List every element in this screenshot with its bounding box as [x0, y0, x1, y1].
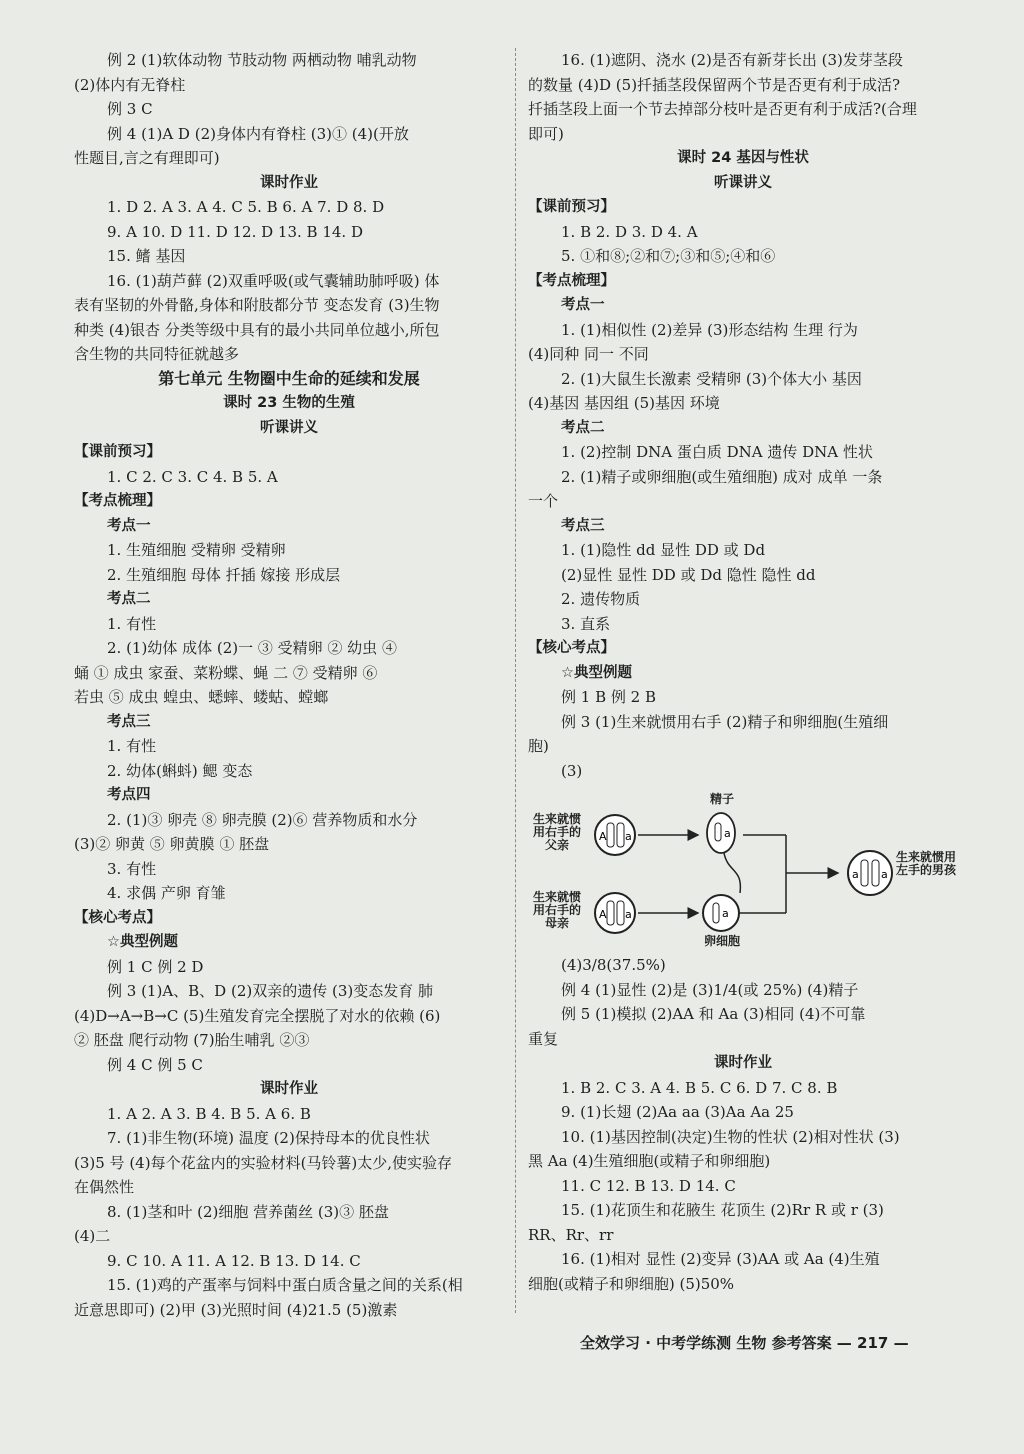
answer-line: 15. (1)鸡的产蛋率与饲料中蛋白质含量之间的关系(相: [107, 1276, 463, 1294]
answer-line: 例 5 (1)模拟 (2)AA 和 Aa (3)相同 (4)不可靠: [561, 1005, 866, 1023]
answer-line: 课时 24 基因与性状: [677, 150, 809, 166]
chromosome-icon: [617, 901, 624, 925]
answer-line: 近意思即可) (2)甲 (3)光照时间 (4)21.5 (5)激素: [74, 1300, 398, 1319]
answer-line: 2. (1)精子或卵细胞(或生殖细胞) 成对 成单 一条: [561, 467, 883, 486]
answer-line: (2)显性 显性 DD 或 Dd 隐性 隐性 dd: [561, 565, 816, 584]
answer-line: (3): [561, 761, 583, 780]
answer-line: 在偶然性: [74, 1178, 135, 1196]
allele-A-label: A: [599, 908, 607, 921]
answer-line: 5. ①和⑧;②和⑦;③和⑤;④和⑥: [561, 247, 776, 265]
sperm-label: 精子: [709, 792, 734, 806]
answer-line: 1. (1)相似性 (2)差异 (3)形态结构 生理 行为: [561, 320, 858, 339]
answer-line: 一个: [528, 492, 559, 510]
answer-line: 1. (1)隐性 dd 显性 DD 或 Dd: [561, 541, 766, 559]
answer-line: (4)3/8(37.5%): [561, 956, 666, 974]
answer-line: 9. (1)长翅 (2)Aa aa (3)Aa Aa 25: [561, 1103, 794, 1121]
answer-line: 1. C 2. C 3. C 4. B 5. A: [107, 467, 278, 486]
father-label: 生来就惯用右手的父亲: [532, 812, 581, 852]
answer-line: 课时作业: [260, 174, 318, 191]
chromosome-icon: [861, 860, 868, 886]
answer-line: 听课讲义: [714, 174, 772, 191]
answer-line: 16. (1)相对 显性 (2)变异 (3)AA 或 Aa (4)生殖: [561, 1250, 880, 1268]
answer-line: ☆典型例题: [107, 934, 178, 950]
left-column: [74, 48, 504, 1322]
egg-label: 卵细胞: [703, 934, 740, 948]
answer-line: 【课前预习】: [74, 444, 161, 460]
answer-line: (3)② 卵黄 ⑤ 卵黄膜 ① 胚盘: [74, 835, 270, 853]
answer-line: 9. C 10. A 11. A 12. B 13. D 14. C: [107, 1251, 361, 1270]
answer-line: 2. (1)大鼠生长激素 受精卵 (3)个体大小 基因: [561, 369, 862, 388]
answer-line: 考点一: [561, 297, 605, 313]
answer-line: 考点一: [107, 517, 151, 534]
answer-line: (3)5 号 (4)每个花盆内的实验材料(马铃薯)太少,使实验存: [74, 1153, 453, 1172]
answer-line: 4. 求偶 产卵 育雏: [107, 884, 226, 902]
answer-line: 重复: [528, 1029, 559, 1048]
answer-line: 性题目,言之有理即可): [74, 149, 220, 167]
answer-line: 第七单元 生物圈中生命的延续和发展: [158, 368, 420, 388]
allele-a-label: a: [881, 868, 888, 881]
answer-line: ☆典型例题: [561, 664, 632, 681]
answer-line: 例 1 B 例 2 B: [561, 688, 656, 706]
chromosome-icon: [617, 823, 624, 847]
answer-line: 考点三: [107, 713, 151, 730]
answer-line: 1. 有性: [107, 614, 157, 633]
answer-line: 1. 生殖细胞 受精卵 受精卵: [107, 541, 286, 559]
answer-line: 即可): [528, 124, 564, 143]
answer-line: 16. (1)遮阴、浇水 (2)是否有新芽长出 (3)发芽茎段: [561, 51, 903, 69]
answer-line: 扦插茎段上面一个节去掉部分枝叶是否更有利于成活?(合理: [528, 100, 917, 118]
sperm-tail: [724, 853, 740, 893]
answer-line: 例 3 (1)生来就惯用右手 (2)精子和卵细胞(生殖细: [561, 712, 889, 731]
answer-line: 1. B 2. D 3. D 4. A: [561, 222, 698, 241]
answer-line: 例 2 (1)软体动物 节肢动物 两栖动物 哺乳动物: [107, 51, 417, 69]
chromosome-icon: [715, 823, 721, 841]
answer-line: 表有坚韧的外骨骼,身体和附肢都分节 变态发育 (3)生物: [74, 296, 440, 314]
answer-line: 【核心考点】: [74, 909, 161, 926]
answer-line: 例 4 C 例 5 C: [107, 1055, 203, 1074]
answer-line: 1. (2)控制 DNA 蛋白质 DNA 遗传 DNA 性状: [561, 443, 873, 461]
answer-line: 1. D 2. A 3. A 4. C 5. B 6. A 7. D 8. D: [107, 198, 385, 216]
answer-line: 1. B 2. C 3. A 4. B 5. C 6. D 7. C 8. B: [561, 1078, 838, 1097]
answer-line: 黑 Aa (4)生殖细胞(或精子和卵细胞): [528, 1152, 771, 1170]
answer-line: 考点二: [561, 419, 605, 436]
page-footer: 全效学习 · 中考学练测 生物 参考答案 — 217 —: [580, 1334, 909, 1352]
allele-a-label: a: [852, 868, 859, 881]
allele-a-label: a: [724, 827, 731, 840]
allele-a-label: a: [625, 830, 632, 843]
answer-line: 3. 直系: [561, 614, 611, 633]
answer-line: 2. 生殖细胞 母体 扦插 嫁接 形成层: [107, 565, 341, 584]
answer-line: 1. 有性: [107, 737, 157, 755]
chromosome-icon: [872, 860, 879, 886]
allele-a-label: a: [722, 907, 729, 920]
answer-line: ② 胚盘 爬行动物 (7)胎生哺乳 ②③: [74, 1031, 310, 1049]
answer-line: 2. (1)幼体 成体 (2)一 ③ 受精卵 ② 幼虫 ④: [107, 639, 397, 657]
chromosome-icon: [607, 823, 614, 847]
answer-line: RR、Rr、rr: [528, 1225, 614, 1244]
column-divider: [515, 48, 516, 1313]
egg-cell: [703, 895, 739, 931]
answer-line: 【课前预习】: [528, 199, 615, 215]
answer-line: (4)基因 基因组 (5)基因 环境: [528, 394, 720, 412]
answer-line: 9. A 10. D 11. D 12. D 13. B 14. D: [107, 222, 363, 241]
answer-line: 10. (1)基因控制(决定)生物的性状 (2)相对性状 (3): [561, 1127, 900, 1146]
inheritance-diagram: [528, 783, 958, 953]
answer-line: 2. (1)③ 卵壳 ⑧ 卵壳膜 (2)⑥ 营养物质和水分: [107, 810, 418, 829]
answer-line: 例 3 C: [107, 100, 153, 118]
answer-line: 听课讲义: [260, 419, 318, 436]
answer-line: 7. (1)非生物(环境) 温度 (2)保持母本的优良性状: [107, 1129, 430, 1147]
answer-line: 例 1 C 例 2 D: [107, 957, 204, 976]
allele-a-label: a: [625, 908, 632, 921]
answer-line: 的数量 (4)D (5)扦插茎段保留两个节是否更有利于成活?: [528, 75, 901, 94]
answer-line: (4)D→A→B→C (5)生殖发育完全摆脱了对水的依赖 (6): [74, 1006, 441, 1025]
allele-A-label: A: [599, 830, 607, 843]
answer-line: 课时 23 生物的生殖: [223, 395, 355, 411]
answer-line: 考点三: [561, 517, 605, 534]
answer-line: 3. 有性: [107, 859, 157, 878]
answer-line: 1. A 2. A 3. B 4. B 5. A 6. B: [107, 1104, 311, 1123]
right-column: [528, 48, 958, 1296]
answer-line: 2. 幼体(蝌蚪) 鳃 变态: [107, 761, 253, 780]
answer-line: 16. (1)葫芦藓 (2)双重呼吸(或气囊辅助肺呼吸) 体: [107, 271, 440, 290]
answer-line: 8. (1)茎和叶 (2)细胞 营养菌丝 (3)③ 胚盘: [107, 1202, 389, 1221]
answer-line: (4)同种 同一 不同: [528, 345, 649, 363]
answer-line: 蛹 ① 成虫 家蚕、菜粉蝶、蝇 二 ⑦ 受精卵 ⑥: [74, 663, 378, 682]
answer-line: 2. 遗传物质: [561, 590, 641, 608]
answer-line: 【考点梳理】: [74, 493, 161, 509]
chromosome-icon: [713, 903, 719, 923]
answer-line: 若虫 ⑤ 成虫 蝗虫、蟋蟀、蝼蛄、螳螂: [74, 688, 329, 706]
answer-line: 考点二: [107, 591, 151, 607]
answer-line: 例 4 (1)A D (2)身体内有脊柱 (3)① (4)(开放: [107, 124, 409, 143]
answer-line: 例 4 (1)显性 (2)是 (3)1/4(或 25%) (4)精子: [561, 980, 859, 999]
answer-line: (2)体内有无脊柱: [74, 75, 186, 94]
child-label: 生来就惯用左手的男孩: [895, 850, 956, 877]
answer-line: 种类 (4)银杏 分类等级中具有的最小共同单位越小,所包: [74, 320, 440, 339]
answer-line: 细胞(或精子和卵细胞) (5)50%: [528, 1274, 735, 1293]
answer-line: 考点四: [107, 787, 151, 803]
answer-line: 15. 鳍 基因: [107, 247, 186, 265]
answer-line: 【考点梳理】: [528, 272, 615, 289]
answer-line: 11. C 12. B 13. D 14. C: [561, 1176, 736, 1195]
answer-line: (4)二: [74, 1227, 111, 1245]
answer-line: 课时作业: [714, 1055, 772, 1071]
answer-line: 例 3 (1)A、B、D (2)双亲的遗传 (3)变态发育 肺: [107, 982, 434, 1000]
answer-line: 15. (1)花顶生和花腋生 花顶生 (2)Rr R 或 r (3): [561, 1201, 884, 1219]
mother-label: 生来就惯用右手的母亲: [532, 890, 581, 930]
answer-line: 胞): [528, 737, 549, 755]
answer-line: 【核心考点】: [528, 640, 615, 656]
chromosome-icon: [607, 901, 614, 925]
answer-line: 含生物的共同特征就越多: [74, 345, 240, 363]
answer-line: 课时作业: [260, 1081, 318, 1097]
